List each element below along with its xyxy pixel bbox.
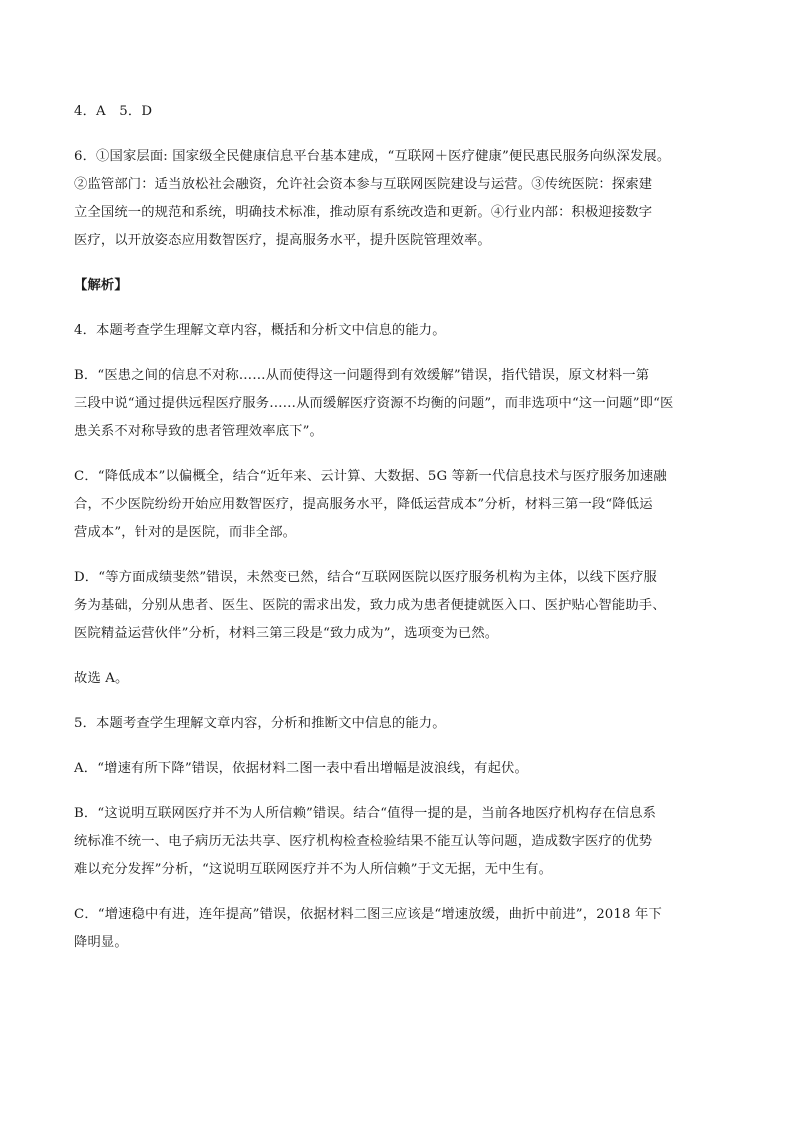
q4-option-c-paragraph (74, 463, 698, 547)
answers-line (74, 98, 698, 126)
q5-intro-text: 5．本题考查学生理解文章内容，分析和推断文中信息的能力。 (74, 716, 446, 731)
q4-option-d-line: D．“等方面成绩斐然”错误，未然变已然，结合“互联网医院以医疗服务机构为主体，以线下医疗服 (74, 570, 657, 585)
q4-intro-text: 4．本题考查学生理解文章内容，概括和分析文中信息的能力。 (74, 323, 446, 338)
q5-option-c-line: C．“增速稳中有进，连年提高”错误，依据材料二图三应该是“增速放缓，曲折中前进”，2018 年下 (74, 907, 662, 922)
q4-conclusion-paragraph (74, 665, 698, 693)
q4-option-b-line: 三段中说“通过提供远程医疗服务……从而缓解医疗资源不均衡的问题”，而非选项中“这一问题”即“医 (74, 396, 674, 411)
q5-option-c-paragraph (74, 901, 698, 957)
q5-option-a-paragraph (74, 755, 698, 783)
analysis-heading-text: 【解析】 (74, 278, 128, 293)
answer-6-line: 医疗，以开放姿态应用数智医疗，提高服务水平，提升医院管理效率。 (74, 233, 491, 248)
q5-option-b-line: 难以充分发挥”分析，“这说明互联网医疗并不为人所信赖”于文无据，无中生有。 (74, 862, 553, 877)
q4-option-c-line: C．“降低成本”以偏概全，结合“近年来、云计算、大数据、5G 等新一代信息技术与医疗服务加速融 (74, 469, 667, 484)
answers-text: 4．A 5．D (74, 104, 153, 119)
answer-6-line: 6．①国家层面: 国家级全民健康信息平台基本建成，“互联网＋医疗健康”便民惠民服务向纵深发展。 (74, 149, 671, 164)
q4-option-b-paragraph (74, 362, 698, 446)
q4-intro-paragraph (74, 317, 698, 345)
q4-conclusion-text: 故选 A。 (74, 671, 129, 686)
q4-option-b-line: 患关系不对称导致的患者管理效率底下”。 (74, 424, 323, 439)
q5-option-b-line: B．“这说明互联网医疗并不为人所信赖”错误。结合“值得一提的是，当前各地医疗机构存在信息系 (74, 806, 657, 821)
answer-6-line: ②监管部门：适当放松社会融资，允许社会资本参与互联网医院建设与运营。③传统医院：探索建 (74, 177, 653, 192)
q4-option-c-line: 合，不少医院纷纷开始应用数智医疗，提高服务水平，降低运营成本”分析，材料三第一段“降低运 (74, 497, 653, 512)
q4-option-d-paragraph (74, 564, 698, 648)
q5-option-b-line: 统标准不统一、电子病历无法共享、医疗机构检查检验结果不能互认等问题，造成数字医疗的优势 (74, 834, 653, 849)
answer-6-paragraph (74, 143, 698, 255)
q5-option-c-line: 降明显。 (74, 935, 128, 950)
q4-option-d-line: 务为基础，分别从患者、医生、医院的需求出发，致力成为患者便捷就医入口、医护贴心智能助手、 (74, 598, 666, 613)
q5-option-a-text: A．“增速有所下降”错误，依据材料二图一表中看出增幅是波浪线，有起伏。 (74, 761, 528, 776)
analysis-heading (74, 272, 698, 300)
q4-option-d-line: 医院精益运营伙伴”分析，材料三第三段是“致力成为”，选项变为已然。 (74, 626, 499, 641)
q4-option-c-line: 营成本”，针对的是医院，而非全部。 (74, 525, 297, 540)
q4-option-b-line: B．“医患之间的信息不对称……从而使得这一问题得到有效缓解”错误，指代错误，原文材料一第 (74, 368, 650, 383)
q5-option-b-paragraph (74, 800, 698, 884)
answer-6-line: 立全国统一的规范和系统，明确技术标准，推动原有系统改造和更新。④行业内部：积极迎接数字 (74, 205, 653, 220)
q5-intro-paragraph (74, 710, 698, 738)
